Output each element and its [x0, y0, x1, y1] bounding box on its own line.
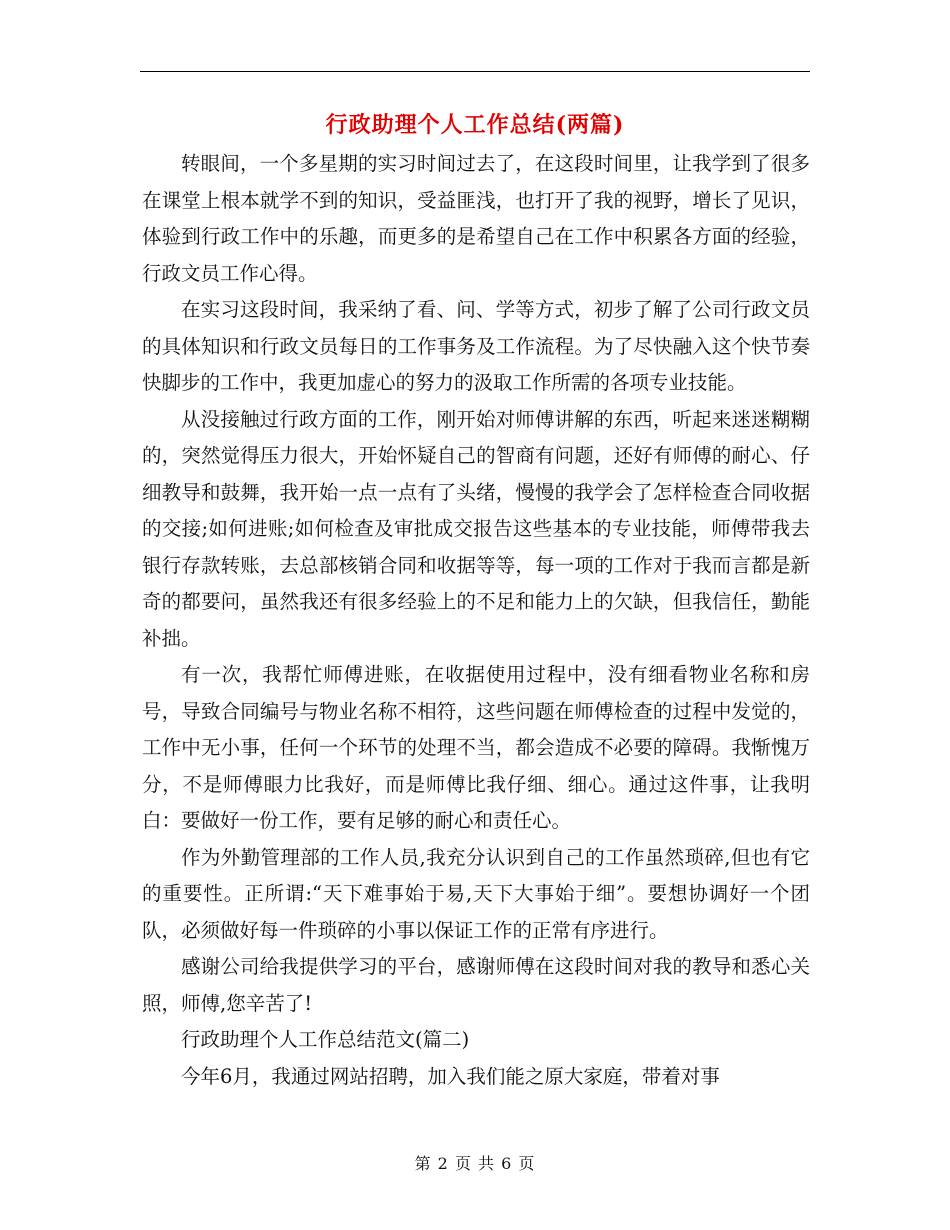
document-body: [142, 146, 810, 1095]
paragraph-2: 在实习这段时间，我采纳了看、问、学等方式，初步了解了公司行政文员的具体知识和行政文员每日的工作事务及工作流程。为了尽快融入这个快节奏快脚步的工作中，我更加虚心的努力的汲取工作所需的各项专业技能。: [142, 298, 810, 394]
page-footer: 第 2 页 共 6 页: [414, 1154, 536, 1173]
paragraph-5: 作为外勤管理部的工作人员,我充分认识到自己的工作虽然琐碎,但也有它的重要性。正所谓:“天下难事始于易,天下大事始于细”。要想协调好一个团队，必须做好每一件琐碎的小事以保证工作的正常有序进行。: [142, 845, 810, 942]
paragraph-3: 从没接触过行政方面的工作，刚开始对师傅讲解的东西，听起来迷迷糊糊的，突然觉得压力很大，开始怀疑自己的智商有问题，还好有师傅的耐心、仔细教导和鼓舞，我开始一点一点有了头绪，慢慢的我学会了怎样检查合同收据的交接;如何进账;如何检查及审批成交报告这些基本的专业技能，师傅带我去银行存款转账，去总部核销合同和收据等等，每一项的工作对于我而言都是新奇的都要问，虽然我还有很多经验上的不足和能力上的欠缺，但我信任，勤能补拙。: [142, 407, 810, 650]
section-heading: 行政助理个人工作总结范文(篇二): [181, 1028, 470, 1051]
header-rule: [140, 71, 810, 72]
paragraph-7: 今年6月，我通过网站招聘，加入我们能之原大家庭，带着对事: [181, 1064, 720, 1088]
document-title: 行政助理个人工作总结(两篇): [325, 112, 625, 138]
paragraph-4: 有一次，我帮忙师傅进账，在收据使用过程中，没有细看物业名称和房号，导致合同编号与物业名称不相符，这些问题在师傅检查的过程中发觉的，工作中无小事，任何一个环节的处理不当，都会造成不必要的障碍。我惭愧万分，不是师傅眼力比我好，而是师傅比我仔细、细心。通过这件事，让我明白：要做好一份工作，要有足够的耐心和责任心。: [142, 663, 810, 832]
paragraph-1: 转眼间，一个多星期的实习时间过去了，在这段时间里，让我学到了很多在课堂上根本就学不到的知识，受益匪浅，也打开了我的视野，增长了见识，体验到行政工作中的乐趣，而更多的是希望自己在工作中积累各方面的经验，行政文员工作心得。: [142, 152, 810, 285]
paragraph-6: 感谢公司给我提供学习的平台，感谢师傅在这段时间对我的教导和悉心关照，师傅,您辛苦了!: [142, 955, 810, 1015]
